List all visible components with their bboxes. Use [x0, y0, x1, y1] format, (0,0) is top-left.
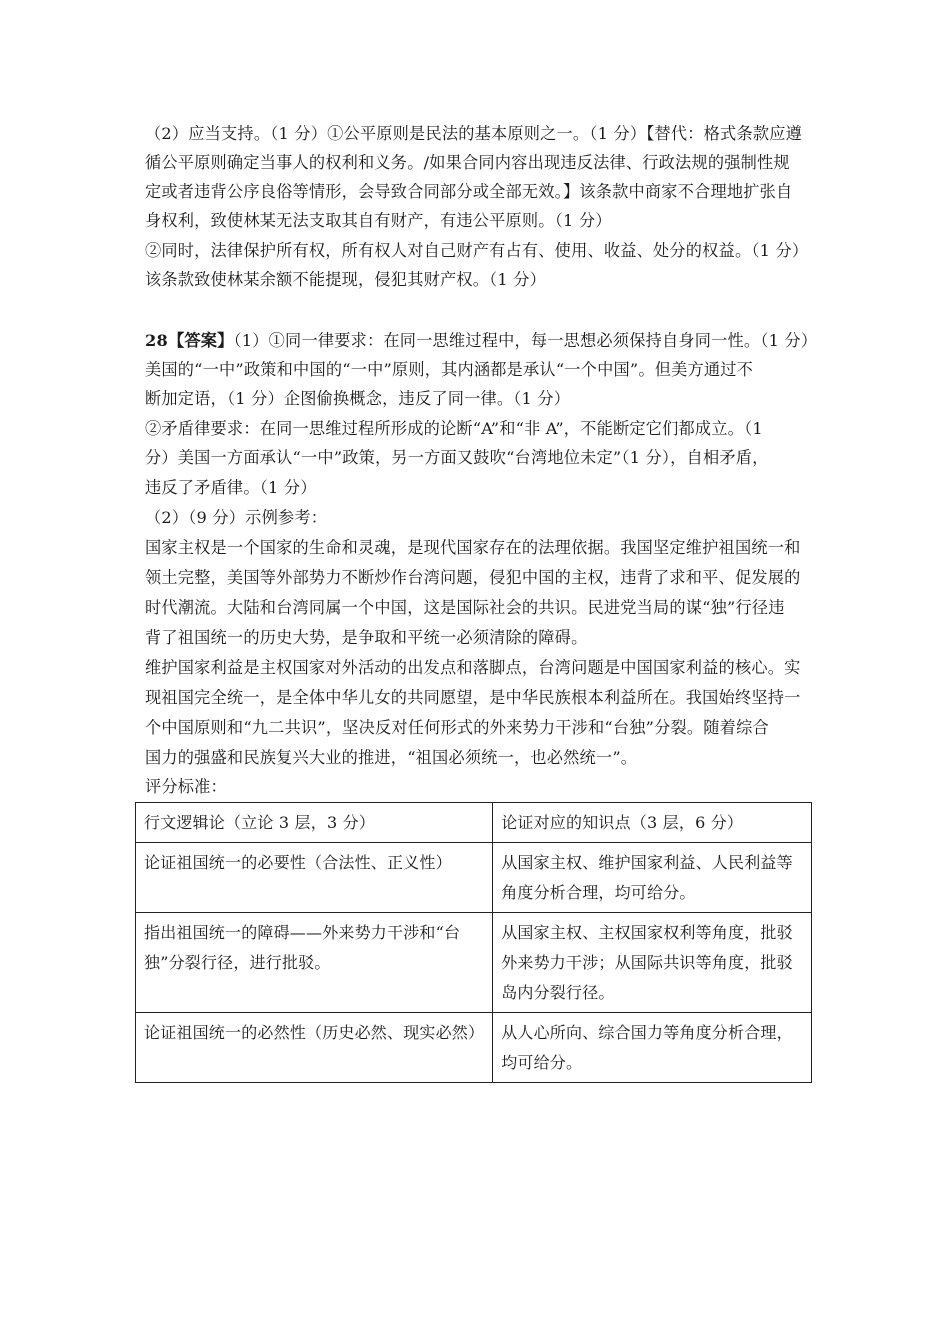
table-cell: 从国家主权、维护国家利益、人民利益等 角度分析合理，均可给分。 [493, 843, 812, 913]
table-cell: 论证祖国统一的必然性（历史必然、现实必然） [136, 1013, 493, 1083]
text-line: 美国的“一中”政策和中国的“一中”原则，其内涵都是承认“一个中国”。但美方通过不 [145, 360, 754, 379]
table-cell: 指出祖国统一的障碍——外来势力干涉和“台 独”分裂行径，进行批驳。 [136, 913, 493, 1013]
table-cell: 从人心所向、综合国力等角度分析合理， 均可给分。 [493, 1013, 812, 1083]
table-header-cell: 论证对应的知识点（3 层，6 分） [493, 803, 812, 843]
text-line: 时代潮流。大陆和台湾同属一个中国，这是国际社会的共识。民进党当局的谋“独”行径违 [145, 598, 785, 617]
text-line: 分）美国一方面承认“一中”政策，另一方面又鼓吹“台湾地位未定”（1 分），自相矛盾， [145, 448, 769, 467]
text-line: 领土完整，美国等外部势力不断炒作台湾问题，侵犯中国的主权，违背了求和平、促发展的 [145, 568, 801, 587]
text-line: 该条款致使林某余额不能提现，侵犯其财产权。（1 分） [145, 270, 547, 289]
scoring-criteria-heading: 评分标准： [145, 777, 227, 796]
table-row [136, 913, 812, 1013]
table-header-row [136, 803, 812, 843]
question-28-first-line [145, 327, 817, 355]
text-line: 国力的强盛和民族复兴大业的推进，“祖国必须统一，也必然统一”。 [145, 748, 638, 767]
text-line: 现祖国完全统一，是全体中华儿女的共同愿望，是中华民族根本利益所在。我国始终坚持一 [145, 688, 801, 707]
text-line: 国家主权是一个国家的生命和灵魂，是现代国家存在的法理依据。我国坚定维护祖国统一和 [145, 538, 801, 557]
answer-text: （1）①同一律要求：在同一思维过程中，每一思想必须保持自身同一性。（1 分） [233, 331, 818, 350]
answer-label: 【答案】 [167, 331, 234, 350]
text-line: 背了祖国统一的历史大势，是争取和平统一必须清除的障碍。 [145, 628, 588, 647]
text-line: 身权利，致使林某无法支取其自有财产，有违公平原则。（1 分） [145, 211, 612, 230]
text-line: （2）（9 分）示例参考： [145, 508, 328, 527]
rubric-table [135, 802, 812, 1083]
text-line: ②矛盾律要求：在同一思维过程所形成的论断“A”和“非 A”，不能断定它们都成立。（1 [145, 419, 763, 438]
table-row [136, 843, 812, 913]
text-line: 断加定语，（1 分）企图偷换概念，违反了同一律。（1 分） [145, 389, 571, 408]
table-header-cell: 行文逻辑论（立论 3 层，3 分） [136, 803, 493, 843]
text-line: 定或者违背公序良俗等情形，会导致合同部分或全部无效。】该条款中商家不合理地扩张自 [145, 182, 793, 201]
table-cell: 论证祖国统一的必要性（合法性、正义性） [136, 843, 493, 913]
text-line: 维护国家利益是主权国家对外活动的出发点和落脚点，台湾问题是中国国家利益的核心。实 [145, 658, 801, 677]
question-number: 28 [145, 331, 168, 350]
table-cell: 从国家主权、主权国家权利等角度，批驳 外来势力干涉；从国际共识等角度，批驳 岛内分裂行径。 [493, 913, 812, 1013]
text-line: ②同时，法律保护所有权，所有权人对自己财产有占有、使用、收益、处分的权益。（1 分） [145, 241, 809, 260]
text-line: 个中国原则和“九二共识”，坚决反对任何形式的外来势力干涉和“台独”分裂。随着综合 [145, 718, 769, 737]
text-line: （2）应当支持。（1 分）①公平原则是民法的基本原则之一。（1 分）【替代：格式条款应遵 [145, 124, 802, 143]
text-line: 循公平原则确定当事人的权利和义务。/如果合同内容出现违反法律、行政法规的强制性规 [145, 153, 790, 172]
table-row [136, 1013, 812, 1083]
text-line: 违反了矛盾律。（1 分） [145, 478, 317, 497]
